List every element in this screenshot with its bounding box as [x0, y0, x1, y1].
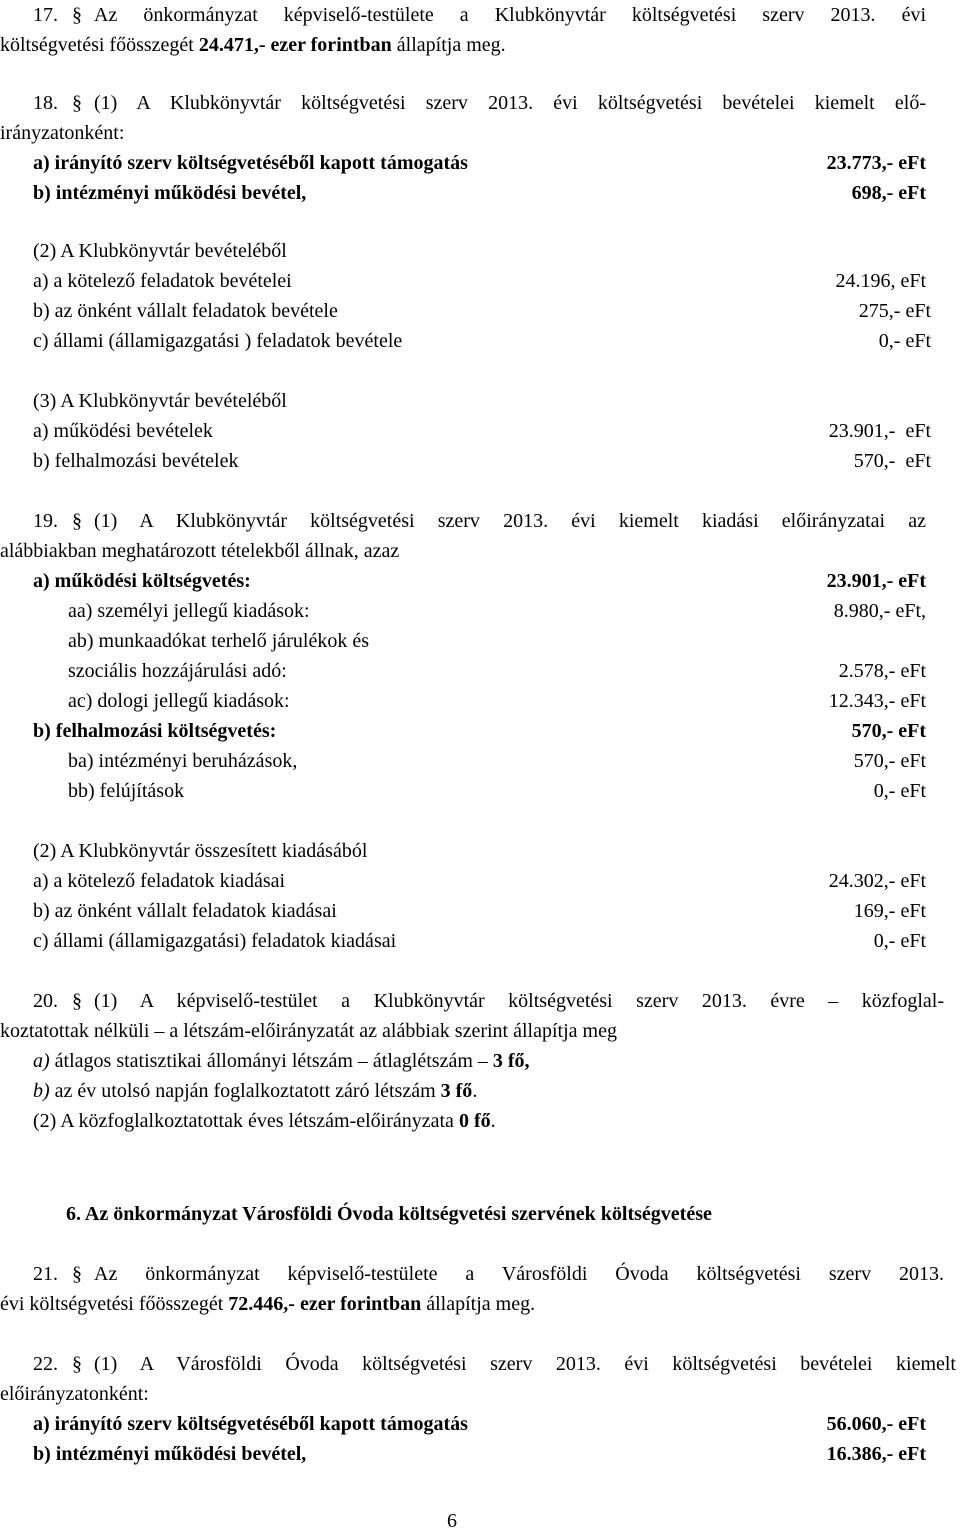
section-title: (2) A Klubkönyvtár bevételéből [33, 240, 287, 262]
row-value: 698,- eFt [851, 182, 926, 204]
p19-row-ab-1 [0, 626, 960, 656]
p18-number: 18. [33, 92, 58, 114]
p22-row-b [0, 1439, 960, 1469]
row-label: a) a kötelező feladatok kiadásai [33, 870, 286, 892]
row-value: 570,- eFt [853, 450, 931, 472]
p17-line2 [0, 30, 960, 60]
item-bold: 0 fő [458, 1110, 491, 1132]
p20-line2 [0, 1016, 960, 1046]
item-text: átlagos statisztikai állományi létszám – átlaglétszám – [49, 1050, 493, 1072]
row-label: c) állami (államigazgatási ) feladatok bevétele [33, 330, 403, 352]
bullet-icon: § [72, 510, 82, 532]
p18-s2-title [0, 236, 960, 266]
row-label: ba) intézményi beruházások, [68, 750, 298, 772]
p22-text-1: (1) A Városföldi Óvoda költségvetési szerv 2013. évi költségvetési bevételei kiemelt [94, 1353, 956, 1375]
p19-row-ab-2 [0, 656, 960, 686]
bullet-icon: § [72, 92, 82, 114]
item-text: (2) A közfoglalkoztatottak éves létszám-előirányzata [33, 1110, 459, 1132]
row-value: 275,- eFt [858, 300, 931, 322]
p20-number: 20. [33, 990, 58, 1012]
p17-number: 17. [33, 4, 58, 26]
row-label: a) működési bevételek [33, 420, 213, 442]
p21-number: 21. [33, 1263, 58, 1285]
p19-number: 19. [33, 510, 58, 532]
page-footer [0, 1506, 960, 1536]
p21-text-1: Az önkormányzat képviselő-testülete a Városföldi Óvoda költségvetési szerv 2013. [94, 1263, 944, 1285]
page-number: 6 [447, 1510, 457, 1532]
p18-text-2: irányzatonként: [0, 122, 125, 144]
p20-text-2: koztatottak nélküli – a létszám-előirányzatát az alábbiak szerint állapítja meg [0, 1020, 617, 1042]
bullet-icon: § [72, 4, 82, 26]
p19-row-bb [0, 776, 960, 806]
p18-s3-row-b [0, 446, 960, 476]
section-heading [0, 1199, 960, 1229]
row-label: b) intézményi működési bevétel, [33, 182, 307, 204]
p19-text-2: alábbiakban meghatározott tételekből állnak, azaz [0, 540, 400, 562]
item-bold: 3 fő [440, 1080, 473, 1102]
row-value: 0,- eFt [878, 330, 931, 352]
row-label: a) működési költségvetés: [33, 570, 251, 592]
p22-row-a [0, 1409, 960, 1439]
bullet-icon: § [72, 1353, 82, 1375]
section-title: (2) A Klubkönyvtár összesített kiadásából [33, 840, 368, 862]
row-value: 0,- eFt [873, 780, 926, 802]
row-value: 0,- eFt [873, 930, 926, 952]
item-marker: b) [33, 1080, 50, 1102]
row-label: b) az önként vállalt feladatok bevétele [33, 300, 338, 322]
p19-s2-row-a [0, 866, 960, 896]
p22-text-2: előirányzatonként: [0, 1383, 149, 1405]
item-end: . [490, 1110, 496, 1132]
p19-line1 [0, 506, 960, 536]
p20-text-1: (1) A képviselő-testület a Klubkönyvtár költségvetési szerv 2013. évre – közfoglal- [94, 990, 944, 1012]
p18-row-b [0, 178, 960, 208]
p17-text-1: Az önkormányzat képviselő-testülete a Klubkönyvtár költségvetési szerv 2013. évi [94, 4, 926, 26]
p19-row-a [0, 566, 960, 596]
row-label: b) felhalmozási bevételek [33, 450, 239, 472]
p18-s3-row-a [0, 416, 960, 446]
row-label: ab) munkaadókat terhelő járulékok és [68, 630, 369, 652]
p19-line2 [0, 536, 960, 566]
p19-row-aa [0, 596, 960, 626]
section-title: (3) A Klubkönyvtár bevételéből [33, 390, 287, 412]
p17-text-2: költségvetési főösszegét [0, 34, 199, 56]
bullet-icon: § [72, 1263, 82, 1285]
p17-amount: 24.471,- ezer forintban [198, 34, 392, 56]
row-value: 8.980,- eFt, [833, 600, 926, 622]
p21-text-3: állapítja meg. [421, 1293, 536, 1315]
p20-item-b [0, 1076, 960, 1106]
row-value: 169,- eFt [853, 900, 926, 922]
row-value: 24.196, eFt [835, 270, 926, 292]
p19-row-ba [0, 746, 960, 776]
p21-text-2: évi költségvetési főösszegét [0, 1293, 229, 1315]
item-text: az év utolsó napján foglalkoztatott záró létszám [49, 1080, 441, 1102]
p19-row-ac [0, 686, 960, 716]
p18-line1 [0, 88, 960, 118]
p20-item-a [0, 1046, 960, 1076]
row-label: a) irányító szerv költségvetéséből kapott támogatás [33, 1413, 468, 1435]
row-label: b) felhalmozási költségvetés: [33, 720, 277, 742]
p19-text-1: (1) A Klubkönyvtár költségvetési szerv 2013. évi kiemelt kiadási előirányzatai az [94, 510, 926, 532]
row-label: szociális hozzájárulási adó: [68, 660, 287, 682]
row-value: 2.578,- eFt [838, 660, 926, 682]
p21-amount: 72.446,- ezer forintban [228, 1293, 422, 1315]
p22-line2 [0, 1379, 960, 1409]
p20-item-c [0, 1106, 960, 1136]
p18-s3-title [0, 386, 960, 416]
row-label: a) a kötelező feladatok bevételei [33, 270, 292, 292]
p19-row-b [0, 716, 960, 746]
row-label: aa) személyi jellegű kiadások: [68, 600, 310, 622]
p18-text-1: (1) A Klubkönyvtár költségvetési szerv 2013. évi költségvetési bevételei kiemelt elő- [94, 92, 926, 114]
p20-line1 [0, 986, 960, 1016]
p19-s2-title [0, 836, 960, 866]
row-label: bb) felújítások [68, 780, 185, 802]
bullet-icon: § [72, 990, 82, 1012]
row-value: 23.773,- eFt [826, 152, 926, 174]
p18-s2-row-c [0, 326, 960, 356]
p17-line1 [0, 0, 960, 30]
row-value: 24.302,- eFt [828, 870, 926, 892]
row-value: 12.343,- eFt [828, 690, 926, 712]
row-value: 16.386,- eFt [826, 1443, 926, 1465]
row-value: 23.901,- eFt [826, 570, 926, 592]
row-value: 570,- eFt [851, 720, 926, 742]
p22-line1 [0, 1349, 960, 1379]
row-label: ac) dologi jellegű kiadások: [68, 690, 290, 712]
item-marker: a) [33, 1050, 50, 1072]
row-label: a) irányító szerv költségvetéséből kapott támogatás [33, 152, 468, 174]
row-label: b) intézményi működési bevétel, [33, 1443, 307, 1465]
p19-s2-row-c [0, 926, 960, 956]
p18-row-a [0, 148, 960, 178]
item-bold: 3 fő, [492, 1050, 530, 1072]
p18-line2 [0, 118, 960, 148]
p18-s2-row-b [0, 296, 960, 326]
p18-s2-row-a [0, 266, 960, 296]
row-label: c) állami (államigazgatási) feladatok kiadásai [33, 930, 397, 952]
heading-text: 6. Az önkormányzat Városföldi Óvoda költségvetési szervének költségvetése [66, 1203, 712, 1225]
p21-line1 [0, 1259, 960, 1289]
row-label: b) az önként vállalt feladatok kiadásai [33, 900, 337, 922]
p22-number: 22. [33, 1353, 58, 1375]
p17-text-3: állapítja meg. [391, 34, 506, 56]
p19-s2-row-b [0, 896, 960, 926]
row-value: 56.060,- eFt [826, 1413, 926, 1435]
item-end: . [472, 1080, 478, 1102]
row-value: 23.901,- eFt [828, 420, 931, 442]
p21-line2 [0, 1289, 960, 1319]
row-value: 570,- eFt [853, 750, 926, 772]
